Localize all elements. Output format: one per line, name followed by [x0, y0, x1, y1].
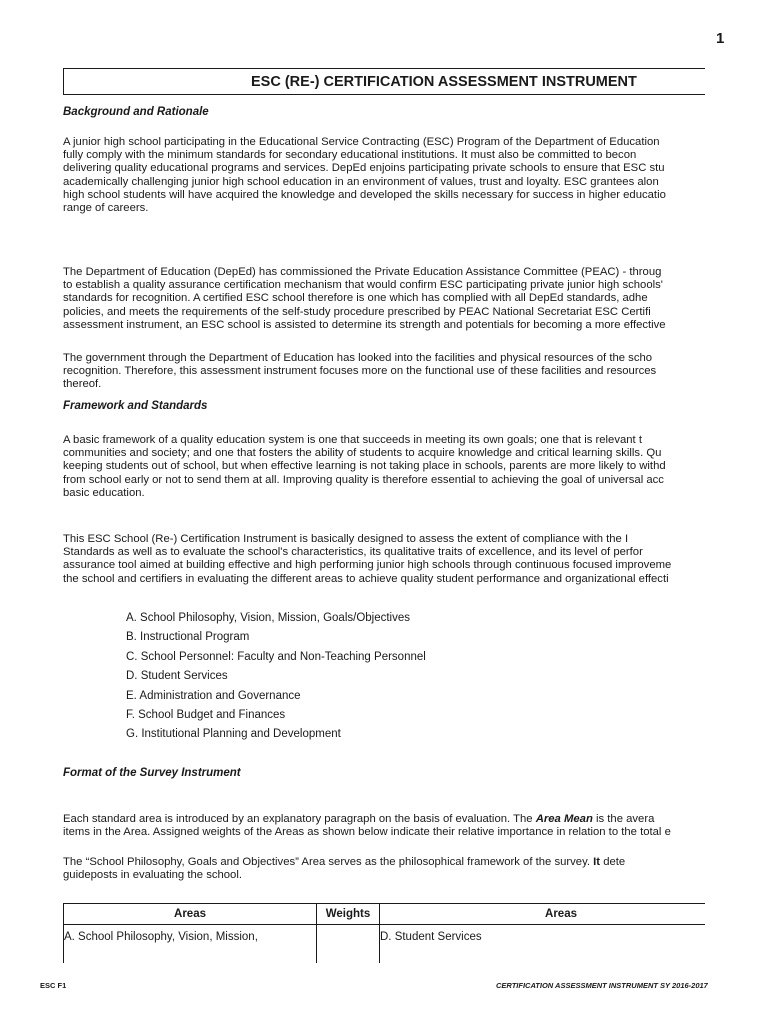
- text-line: from school early or not to send them at all. Improving quality is therefore essential to achieving the goal of universal acc: [63, 473, 664, 486]
- text-line: A basic framework of a quality education system is one that succeeds in meeting its own goals; one that is relevant t: [63, 434, 642, 446]
- text-line: standards for recognition. A certified ESC school therefore is one which has complied with all DepEd standards, adhe: [63, 292, 648, 305]
- text-line: fully comply with the minimum standards for secondary educational institutions. It must also be committed to becon: [63, 149, 637, 162]
- table-cell: D. Student Services: [380, 925, 706, 964]
- document-title: ESC (RE-) CERTIFICATION ASSESSMENT INSTRUMENT: [251, 73, 637, 90]
- text-line: range of careers.: [63, 202, 149, 215]
- list-item: B. Instructional Program: [126, 631, 250, 644]
- paragraph-background-2: [63, 266, 705, 332]
- list-item: E. Administration and Governance: [126, 689, 301, 702]
- text-line: [63, 856, 705, 869]
- heading-format: Format of the Survey Instrument: [63, 767, 241, 779]
- text-line: The Department of Education (DepEd) has commissioned the Private Education Assistance Committee (PEAC) - throug: [63, 266, 662, 278]
- title-box: [63, 68, 705, 95]
- footer-document-name: CERTIFICATION ASSESSMENT INSTRUMENT SY 2016-2017: [496, 981, 708, 990]
- column-header-areas: Areas: [64, 904, 317, 925]
- text-line: keeping students out of school, but when effective learning is not taking place in schools, parents are more likely to withd: [63, 460, 666, 473]
- text-line: recognition. Therefore, this assessment instrument focuses more on the functional use of these facilities and resources: [63, 365, 657, 378]
- paragraph-background-1: [63, 136, 705, 215]
- paragraph-framework-2: [63, 533, 705, 586]
- page-number: 1: [716, 30, 725, 47]
- list-item: A. School Philosophy, Vision, Mission, Goals/Objectives: [126, 612, 411, 624]
- text-line: assessment instrument, an ESC school is assisted to determine its strength and potentials for becoming a more effective: [63, 318, 666, 331]
- paragraph-framework-1: [63, 434, 705, 500]
- text-segment: is the avera: [592, 813, 655, 825]
- column-header-weights: Weights: [317, 904, 380, 925]
- list-item: F. School Budget and Finances: [126, 708, 286, 721]
- text-line: academically challenging junior high school education in an environment of values, trust and loyalty. ESC grantees alon: [63, 175, 659, 188]
- heading-framework: Framework and Standards: [63, 400, 208, 412]
- weights-table: [63, 903, 705, 963]
- emphasis-it: It: [593, 856, 601, 868]
- text-segment: Each standard area is introduced by an explanatory paragraph on the basis of evaluation. The: [63, 813, 536, 825]
- text-line: communities and society; and one that fosters the ability of students to acquire knowledge and critical learning skills. Qu: [63, 447, 662, 460]
- text-line: A junior high school participating in the Educational Service Contracting (ESC) Program of the Department of Education: [63, 136, 660, 148]
- text-line: policies, and meets the requirements of the self-study procedure prescribed by PEAC National Secretariat ESC Certifi: [63, 305, 651, 318]
- text-line: delivering quality educational programs and services. DepEd enjoins participating private schools to ensure that ESC stu: [63, 162, 665, 175]
- text-line: Standards as well as to evaluate the school's characteristics, its qualitative traits of excellence, and its level of perfor: [63, 546, 643, 559]
- text-line: thereof.: [63, 378, 102, 391]
- table-header-row: [64, 904, 706, 925]
- text-line: high school students will have acquired the knowledge and developed the skills necessary for success in higher educatio: [63, 188, 666, 201]
- text-line: This ESC School (Re-) Certification Instrument is basically designed to assess the extent of compliance with the I: [63, 533, 629, 545]
- table-cell: A. School Philosophy, Vision, Mission,: [64, 925, 317, 964]
- footer-form-code: ESC F1: [40, 981, 67, 990]
- list-item: D. Student Services: [126, 670, 228, 683]
- paragraph-format-1: [63, 813, 705, 839]
- heading-background: Background and Rationale: [63, 106, 209, 118]
- text-line: guideposts in evaluating the school.: [63, 869, 242, 882]
- text-line: items in the Area. Assigned weights of the Areas as shown below indicate their relative importance in relation to the total e: [63, 826, 671, 839]
- paragraph-format-2: [63, 856, 705, 882]
- text-segment: The “School Philosophy, Goals and Objectives” Area serves as the philosophical framework of the survey.: [63, 856, 594, 868]
- list-item: G. Institutional Planning and Development: [126, 728, 341, 741]
- text-line: basic education.: [63, 486, 145, 499]
- text-line: The government through the Department of Education has looked into the facilities and physical resources of the scho: [63, 352, 653, 364]
- text-line: assurance tool aimed at building effective and high performing junior high schools through continuous focused improveme: [63, 559, 672, 572]
- table-cell: [317, 925, 380, 964]
- text-line: to establish a quality assurance certification mechanism that would confirm ESC participating private junior high schools': [63, 279, 663, 292]
- text-segment: dete: [600, 856, 626, 868]
- text-line: the school and certifiers in evaluating the different areas to achieve quality student performance and organizational effecti: [63, 572, 669, 585]
- list-item: C. School Personnel: Faculty and Non-Teaching Personnel: [126, 650, 426, 663]
- emphasis-area-mean: Area Mean: [535, 813, 593, 825]
- text-line: [63, 813, 705, 826]
- document-body: [63, 68, 705, 968]
- paragraph-background-3: [63, 352, 705, 392]
- areas-list: [126, 609, 426, 745]
- column-header-areas-2: Areas: [380, 904, 706, 925]
- table-row: [64, 925, 706, 964]
